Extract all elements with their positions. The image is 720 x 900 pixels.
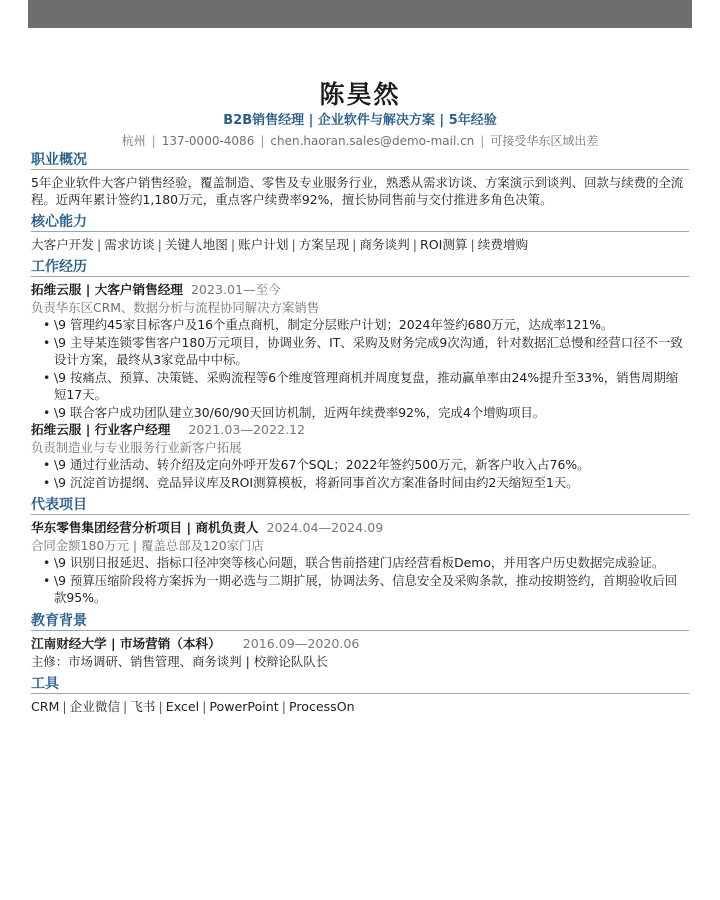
candidate-name: 陈昊然 — [319, 80, 401, 109]
project-entry — [31, 519, 689, 607]
summary-section — [31, 151, 689, 208]
resume-header — [0, 78, 720, 150]
projects-section — [31, 496, 689, 607]
section-title-experience: 工作经历 — [31, 258, 689, 277]
tool-item: 企业微信 — [69, 698, 121, 714]
bullet-item: • \9 联合客户成功团队建立30/60/90天回访机制，近两年续费率92%，完成4个增购项目。 — [43, 404, 689, 422]
divider: | — [480, 134, 485, 148]
contact-city: 杭州 — [121, 134, 146, 148]
job-entry — [31, 281, 689, 421]
project-title: 华东零售集团经营分析项目 | 商机负责人 — [31, 520, 259, 535]
education-header — [31, 635, 689, 653]
job-bullets — [31, 456, 689, 491]
contact-travel: 可接受华东区域出差 — [490, 134, 599, 148]
section-title-tools: 工具 — [31, 675, 689, 694]
contact-email: chen.haoran.sales@demo-mail.cn — [270, 134, 475, 148]
section-title-education: 教育背景 — [31, 612, 689, 631]
tools-section — [31, 675, 689, 715]
divider: | — [151, 134, 156, 148]
job-date: 2021.03—2022.12 — [188, 422, 306, 437]
contact-line — [0, 133, 720, 150]
project-description: 合同金额180万元 | 覆盖总部及120家门店 — [31, 538, 264, 553]
tool-item: PowerPoint — [209, 698, 279, 714]
tool-item: CRM — [31, 698, 60, 714]
resume-body — [31, 151, 689, 715]
section-title-summary: 职业概况 — [31, 151, 689, 170]
skills-section — [31, 213, 689, 253]
skills-list: 大客户开发 | 需求访谈 | 关键人地图 | 账户计划 | 方案呈现 | 商务谈判 | ROI测算 | 续费增购 — [31, 237, 529, 252]
section-title-skills: 核心能力 — [31, 213, 689, 232]
tool-item: ProcessOn — [288, 698, 355, 714]
bullet-item: • \9 通过行业活动、转介绍及定向外呼开发67个SQL；2022年签约500万元，新客户收入占76%。 — [43, 456, 689, 474]
education-detail: 主修：市场调研、销售管理、商务谈判 | 校辩论队队长 — [31, 653, 329, 669]
job-description: 负责制造业与专业服务行业新客户拓展 — [31, 440, 242, 455]
project-bullets — [31, 554, 689, 607]
skill-item: ROI测算 — [419, 237, 468, 252]
tool-item: Excel — [165, 698, 200, 714]
skill-item: 需求访谈 — [104, 237, 155, 252]
skill-item: 商务谈判 — [359, 237, 410, 252]
experience-section — [31, 258, 689, 491]
job-entry — [31, 421, 689, 491]
job-description: 负责华东区CRM、数据分析与流程协同解决方案销售 — [31, 300, 320, 315]
bullet-item: • \9 沉淀首访提纲、竞品异议库及ROI测算模板，将新同事首次方案准备时间由约2天缩短至1天。 — [43, 474, 689, 492]
job-header — [31, 421, 689, 439]
section-title-projects: 代表项目 — [31, 496, 689, 515]
bullet-item: • \9 主导某连锁零售客户180万元项目，协调业务、IT、采购及财务完成9次沟通，针对数据汇总慢和经营口径不一致设计方案，最终从3家竞品中中标。 — [43, 334, 689, 369]
top-bar — [28, 0, 692, 28]
job-date: 2023.01—至今 — [190, 282, 281, 297]
summary-text: 5年企业软件大客户销售经验，覆盖制造、零售及专业服务行业，熟悉从需求访谈、方案演示到谈判、回款与续费的全流程。近两年累计签约1,180万元，重点客户续费率92%，擅长协同售前与交付推进多角色决策。 — [31, 175, 684, 207]
job-title: 拓维云服 | 行业客户经理 — [31, 422, 171, 437]
education-date: 2016.09—2020.06 — [242, 635, 360, 651]
job-title: 拓维云服 | 大客户销售经理 — [31, 282, 183, 297]
bullet-item: • \9 管理约45家目标客户及16个重点商机，制定分层账户计划；2024年签约680万元，达成率121%。 — [43, 316, 689, 334]
school-name: 江南财经大学 | 市场营销（本科） — [31, 635, 221, 651]
education-section — [31, 612, 689, 670]
skill-item: 续费增购 — [477, 237, 529, 252]
job-bullets — [31, 316, 689, 421]
project-header — [31, 519, 689, 537]
bullet-item: • \9 按痛点、预算、决策链、采购流程等6个维度管理商机并周度复盘，推动赢单率由24%提升至33%，销售周期缩短17天。 — [43, 369, 689, 404]
skill-item: 账户计划 — [238, 237, 289, 252]
skill-item: 关键人地图 — [164, 237, 228, 252]
skill-item: 方案呈现 — [298, 237, 350, 252]
skill-item: 大客户开发 — [31, 237, 94, 252]
contact-phone: 137-0000-4086 — [161, 134, 255, 148]
bullet-item: • \9 预算压缩阶段将方案拆为一期必选与二期扩展，协调法务、信息安全及采购条款，推动按期签约，首期验收后回款95%。 — [43, 572, 689, 607]
bullet-item: • \9 识别日报延迟、指标口径冲突等核心问题，联合售前搭建门店经营看板Demo，并用客户历史数据完成验证。 — [43, 554, 689, 572]
project-date: 2024.04—2024.09 — [266, 520, 384, 535]
divider: | — [260, 134, 265, 148]
tool-item: 飞书 — [130, 698, 156, 714]
tools-list: CRM | 企业微信 | 飞书 | Excel | PowerPoint | ProcessOn — [31, 698, 355, 714]
headline: B2B销售经理 | 企业软件与解决方案 | 5年经验 — [223, 113, 497, 128]
job-header — [31, 281, 689, 299]
